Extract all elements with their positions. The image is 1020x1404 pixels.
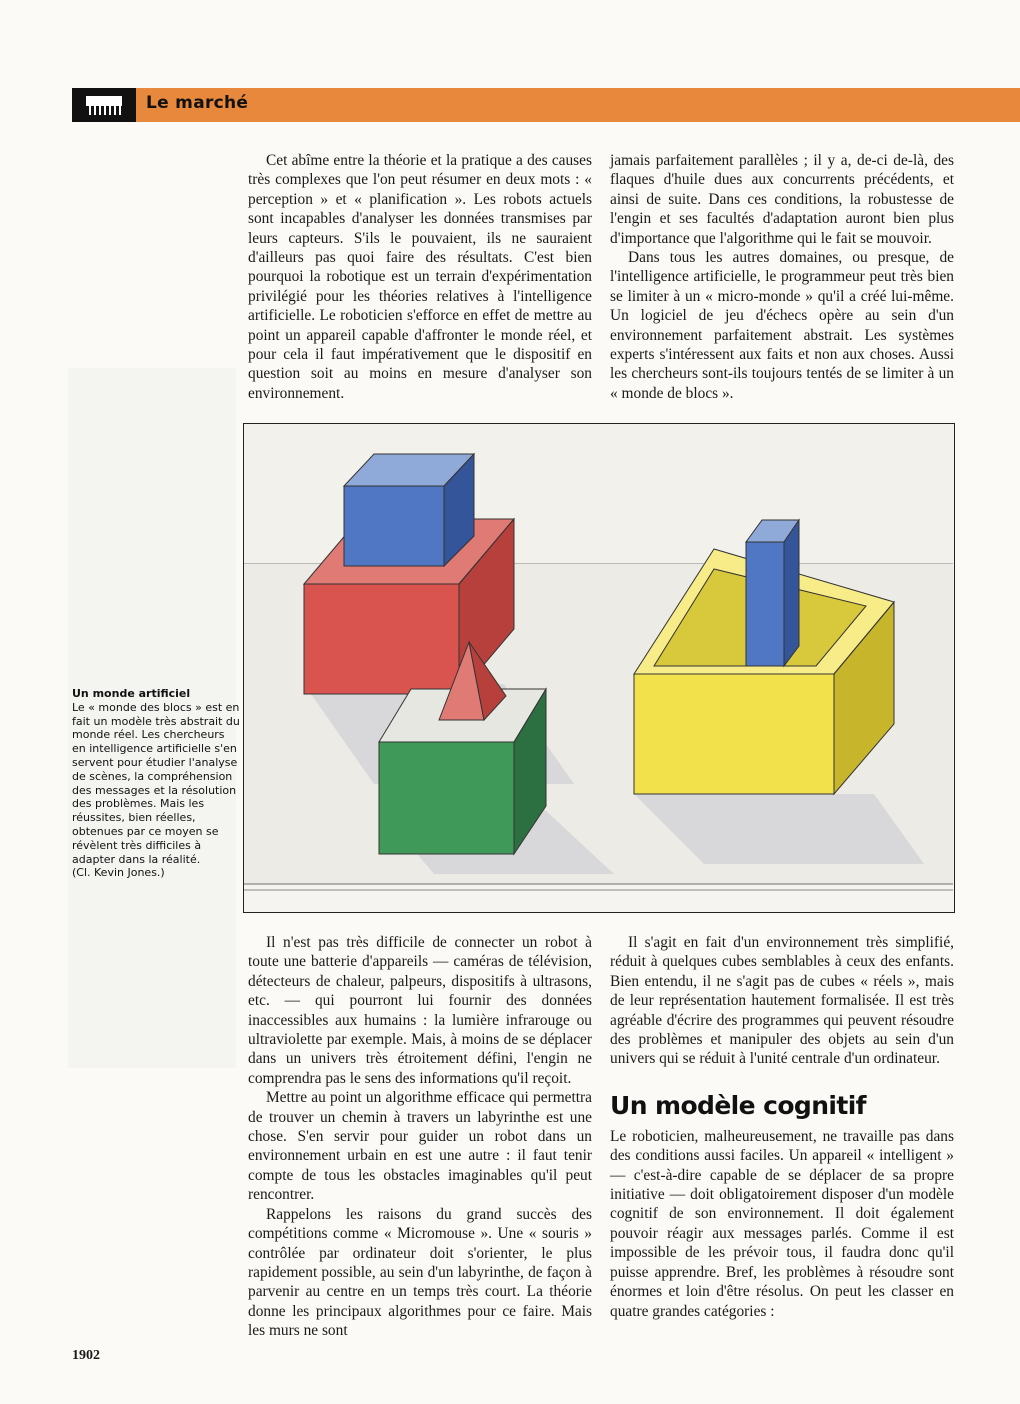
article-column-top-left	[248, 151, 592, 403]
illustration-caption	[72, 687, 240, 880]
paragraph: Cet abîme entre la théorie et la pratique a des causes très complexes que l'on peut résumer en deux mots : « perception » et « planification ». Les robots actuels sont incapables d'analyser les données transmises par leurs capteurs. S'ils le pouvaient, ils ne sauraient d'ailleurs pas quoi faire des résultats. C'est bien pourquoi la robotique est un terrain d'expérimentation privilégié pour les théories relatives à l'intelligence artificielle. Le roboticien s'efforce en effet de mettre au point un appareil capable d'affronter le monde réel, et pour cela il faut impérativement que le dispositif en question soit au moins en mesure d'analyser son environnement.	[248, 152, 592, 402]
caption-title: Un monde artificiel	[72, 687, 191, 700]
article-column-bottom-left	[248, 933, 592, 1341]
paragraph: jamais parfaitement parallèles ; il y a, de-ci de-là, des flaques d'huile dues aux concurrents précédents, et ainsi de suite. Dans ces conditions, la robustesse de l'engin et ses facultés d'adaptation auront bien plus d'importance que l'algorithme qui le fait se mouvoir.	[610, 152, 954, 247]
paragraph: Rappelons les raisons du grand succès des compétitions comme « Micromouse ». Une « souris » contrôlée par ordinateur doit s'orienter, le plus rapidement possible, au sein d'un labyrinthe, de façon à parvenir au centre en un temps très court. La théorie donne les principaux algorithmes pour ce faire. Mais les murs ne sont	[248, 1205, 592, 1340]
blue-pillar	[746, 520, 799, 666]
section-title: Le marché	[146, 93, 249, 113]
blue-block	[344, 454, 474, 566]
article-column-bottom-right	[610, 933, 954, 1321]
page-number: 1902	[72, 1348, 100, 1363]
chip-icon	[72, 88, 136, 122]
paragraph: Le roboticien, malheureusement, ne travaille pas dans des conditions aussi faciles. Un appareil « intelligent » — c'est-à-dire capable de se déplacer de sa propre initiative — doit obligatoirement disposer d'un modèle cognitif de son environnement. Il doit également pouvoir réagir aux messages parlés. Comme il est impossible de les prévoir tous, il faudra donc qu'il puisse apprendre. Bref, les problèmes à résoudre sont énormes et loin d'être résolus. On peut les classer en quatre grandes catégories :	[610, 1127, 954, 1320]
paragraph: Il s'agit en fait d'un environnement très simplifié, réduit à quelques cubes semblables à ceux des enfants. Bien entendu, il ne s'agit pas de cubes « réels », mais de leur représentation hautement formalisée. Il est très agréable d'écrire des programmes qui peuvent résoudre des problèmes et manipuler des objets au sein d'un univers qui se réduit à l'unité centrale d'un ordinateur.	[610, 934, 954, 1068]
blocks-world-illustration	[243, 423, 955, 913]
caption-credit: (Cl. Kevin Jones.)	[72, 866, 165, 880]
caption-body: Le « monde des blocs » est en fait un modèle très abstrait du monde réel. Les chercheurs en intelligence artificielle s'en servent pour étudier l'analyse de scènes, la compréhension des messages et la résolution des problèmes. Mais les réussites, bien réelles, obtenues par ce moyen se révèlent très difficiles à adapter dans la réalité.	[72, 700, 240, 866]
paragraph: Il n'est pas très difficile de connecter un robot à toute une batterie d'appareils — caméras de télévision, détecteurs de chaleur, palpeurs, dispositifs à ultrasons, etc. — qui pourront lui fournir des données inaccessibles aux humains : la lumière infrarouge ou ultraviolette par exemple. Mais, à moins de se déplacer dans un univers très étroitement défini, l'engin ne comprendra pas le sens des informations qu'il reçoit.	[248, 934, 592, 1087]
paragraph: Dans tous les autres domaines, ou presque, de l'intelligence artificielle, le programmeur peut très bien se limiter à un « micro-monde » qu'il a créé lui-même. Un logiciel de jeu d'échecs opère au sein d'un environnement parfaitement abstrait. Les systèmes experts s'intéressent aux faits et non aux choses. Aussi les chercheurs sont-ils toujours tentés de se limiter à un « monde de blocs ».	[610, 249, 954, 402]
paragraph: Mettre au point un algorithme efficace qui permettra de trouver un chemin à travers un labyrinthe est une chose. S'en servir pour guider un robot dans un environnement urbain en est une autre : il faut tenir compte de tous les obstacles imaginables qu'il peut rencontrer.	[248, 1089, 592, 1204]
article-column-top-right	[610, 151, 954, 403]
section-heading: Un modèle cognitif	[610, 1090, 866, 1120]
